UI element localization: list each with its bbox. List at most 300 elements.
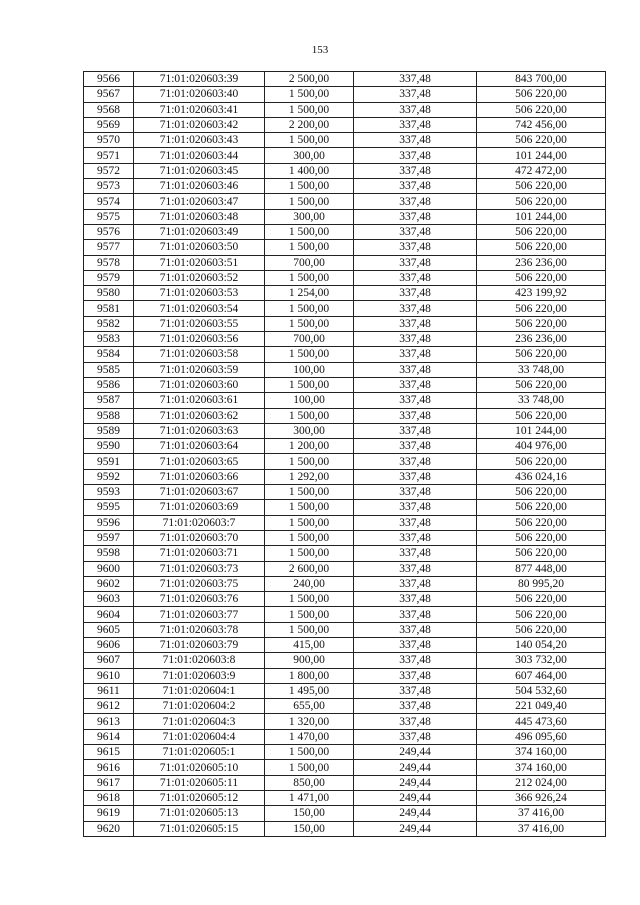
area-cell: 1 500,00 <box>265 240 354 255</box>
row-number-cell: 9573 <box>84 179 134 194</box>
rate-cell: 337,48 <box>354 576 477 591</box>
area-cell: 1 500,00 <box>265 87 354 102</box>
cadastral-number-cell: 71:01:020603:41 <box>134 102 265 117</box>
row-number-cell: 9617 <box>84 775 134 790</box>
table-row <box>84 194 606 209</box>
row-number-cell: 9619 <box>84 806 134 821</box>
table-row <box>84 637 606 652</box>
cadastral-number-cell: 71:01:020603:71 <box>134 546 265 561</box>
rate-cell: 337,48 <box>354 179 477 194</box>
table-row <box>84 209 606 224</box>
cadastral-number-cell: 71:01:020603:49 <box>134 224 265 239</box>
row-number-cell: 9604 <box>84 607 134 622</box>
rate-cell: 337,48 <box>354 454 477 469</box>
rate-cell: 337,48 <box>354 209 477 224</box>
row-number-cell: 9605 <box>84 622 134 637</box>
data-table <box>83 71 606 837</box>
row-number-cell: 9566 <box>84 72 134 87</box>
rate-cell: 337,48 <box>354 668 477 683</box>
rate-cell: 337,48 <box>354 148 477 163</box>
table-row <box>84 255 606 270</box>
row-number-cell: 9612 <box>84 699 134 714</box>
row-number-cell: 9570 <box>84 133 134 148</box>
cadastral-number-cell: 71:01:020603:65 <box>134 454 265 469</box>
value-cell: 506 220,00 <box>477 515 606 530</box>
value-cell: 506 220,00 <box>477 179 606 194</box>
table-row <box>84 515 606 530</box>
row-number-cell: 9577 <box>84 240 134 255</box>
table-row <box>84 408 606 423</box>
value-cell: 303 732,00 <box>477 653 606 668</box>
rate-cell: 337,48 <box>354 423 477 438</box>
area-cell: 1 500,00 <box>265 377 354 392</box>
table-row <box>84 393 606 408</box>
cadastral-number-cell: 71:01:020603:8 <box>134 653 265 668</box>
cadastral-number-cell: 71:01:020603:77 <box>134 607 265 622</box>
cadastral-number-cell: 71:01:020603:40 <box>134 87 265 102</box>
value-cell: 436 024,16 <box>477 469 606 484</box>
cadastral-number-cell: 71:01:020603:75 <box>134 576 265 591</box>
rate-cell: 337,48 <box>354 546 477 561</box>
table-row <box>84 561 606 576</box>
area-cell: 850,00 <box>265 775 354 790</box>
cadastral-number-cell: 71:01:020603:60 <box>134 377 265 392</box>
rate-cell: 337,48 <box>354 653 477 668</box>
row-number-cell: 9571 <box>84 148 134 163</box>
table-row <box>84 102 606 117</box>
cadastral-number-cell: 71:01:020603:62 <box>134 408 265 423</box>
row-number-cell: 9572 <box>84 163 134 178</box>
table-row <box>84 653 606 668</box>
table-row <box>84 500 606 515</box>
row-number-cell: 9616 <box>84 760 134 775</box>
table-row <box>84 347 606 362</box>
area-cell: 150,00 <box>265 806 354 821</box>
value-cell: 506 220,00 <box>477 87 606 102</box>
row-number-cell: 9576 <box>84 224 134 239</box>
row-number-cell: 9583 <box>84 332 134 347</box>
table-row <box>84 179 606 194</box>
area-cell: 1 500,00 <box>265 270 354 285</box>
value-cell: 404 976,00 <box>477 439 606 454</box>
rate-cell: 337,48 <box>354 439 477 454</box>
rate-cell: 249,44 <box>354 806 477 821</box>
rate-cell: 337,48 <box>354 133 477 148</box>
value-cell: 506 220,00 <box>477 102 606 117</box>
cadastral-number-cell: 71:01:020603:54 <box>134 301 265 316</box>
area-cell: 300,00 <box>265 209 354 224</box>
cadastral-number-cell: 71:01:020603:67 <box>134 485 265 500</box>
cadastral-number-cell: 71:01:020603:55 <box>134 316 265 331</box>
value-cell: 506 220,00 <box>477 500 606 515</box>
cadastral-number-cell: 71:01:020605:1 <box>134 745 265 760</box>
rate-cell: 337,48 <box>354 515 477 530</box>
cadastral-number-cell: 71:01:020603:73 <box>134 561 265 576</box>
row-number-cell: 9593 <box>84 485 134 500</box>
area-cell: 1 500,00 <box>265 500 354 515</box>
row-number-cell: 9579 <box>84 270 134 285</box>
value-cell: 33 748,00 <box>477 393 606 408</box>
value-cell: 496 095,60 <box>477 729 606 744</box>
cadastral-number-cell: 71:01:020603:44 <box>134 148 265 163</box>
cadastral-number-cell: 71:01:020605:10 <box>134 760 265 775</box>
row-number-cell: 9581 <box>84 301 134 316</box>
cadastral-number-cell: 71:01:020603:46 <box>134 179 265 194</box>
table-row <box>84 286 606 301</box>
table-row <box>84 821 606 836</box>
table-body <box>84 72 606 837</box>
rate-cell: 249,44 <box>354 821 477 836</box>
value-cell: 742 456,00 <box>477 117 606 132</box>
value-cell: 423 199,92 <box>477 286 606 301</box>
rate-cell: 337,48 <box>354 530 477 545</box>
rate-cell: 337,48 <box>354 194 477 209</box>
rate-cell: 337,48 <box>354 699 477 714</box>
table-row <box>84 683 606 698</box>
value-cell: 506 220,00 <box>477 270 606 285</box>
area-cell: 1 470,00 <box>265 729 354 744</box>
row-number-cell: 9596 <box>84 515 134 530</box>
area-cell: 1 500,00 <box>265 485 354 500</box>
cadastral-number-cell: 71:01:020603:61 <box>134 393 265 408</box>
table-row <box>84 224 606 239</box>
row-number-cell: 9589 <box>84 423 134 438</box>
cadastral-number-cell: 71:01:020603:56 <box>134 332 265 347</box>
cadastral-number-cell: 71:01:020603:69 <box>134 500 265 515</box>
cadastral-number-cell: 71:01:020603:70 <box>134 530 265 545</box>
cadastral-number-cell: 71:01:020603:39 <box>134 72 265 87</box>
value-cell: 506 220,00 <box>477 240 606 255</box>
area-cell: 1 200,00 <box>265 439 354 454</box>
value-cell: 101 244,00 <box>477 423 606 438</box>
value-cell: 506 220,00 <box>477 133 606 148</box>
table-row <box>84 699 606 714</box>
area-cell: 2 600,00 <box>265 561 354 576</box>
row-number-cell: 9607 <box>84 653 134 668</box>
table-row <box>84 607 606 622</box>
table-row <box>84 362 606 377</box>
area-cell: 1 292,00 <box>265 469 354 484</box>
table-row <box>84 760 606 775</box>
table-row <box>84 301 606 316</box>
cadastral-number-cell: 71:01:020605:11 <box>134 775 265 790</box>
rate-cell: 337,48 <box>354 270 477 285</box>
area-cell: 1 320,00 <box>265 714 354 729</box>
cadastral-number-cell: 71:01:020603:78 <box>134 622 265 637</box>
value-cell: 506 220,00 <box>477 530 606 545</box>
area-cell: 1 500,00 <box>265 745 354 760</box>
row-number-cell: 9568 <box>84 102 134 117</box>
value-cell: 506 220,00 <box>477 607 606 622</box>
row-number-cell: 9597 <box>84 530 134 545</box>
area-cell: 1 500,00 <box>265 546 354 561</box>
cadastral-number-cell: 71:01:020603:58 <box>134 347 265 362</box>
rate-cell: 337,48 <box>354 362 477 377</box>
row-number-cell: 9611 <box>84 683 134 698</box>
area-cell: 1 500,00 <box>265 408 354 423</box>
area-cell: 300,00 <box>265 423 354 438</box>
value-cell: 506 220,00 <box>477 347 606 362</box>
area-cell: 1 471,00 <box>265 790 354 805</box>
cadastral-number-cell: 71:01:020603:45 <box>134 163 265 178</box>
row-number-cell: 9575 <box>84 209 134 224</box>
rate-cell: 337,48 <box>354 607 477 622</box>
value-cell: 366 926,24 <box>477 790 606 805</box>
table-row <box>84 240 606 255</box>
area-cell: 1 495,00 <box>265 683 354 698</box>
rate-cell: 337,48 <box>354 117 477 132</box>
table-row <box>84 576 606 591</box>
value-cell: 221 049,40 <box>477 699 606 714</box>
cadastral-number-cell: 71:01:020603:47 <box>134 194 265 209</box>
rate-cell: 337,48 <box>354 561 477 576</box>
value-cell: 101 244,00 <box>477 209 606 224</box>
area-cell: 1 500,00 <box>265 515 354 530</box>
table-row <box>84 806 606 821</box>
row-number-cell: 9613 <box>84 714 134 729</box>
area-cell: 1 500,00 <box>265 301 354 316</box>
value-cell: 33 748,00 <box>477 362 606 377</box>
table-row <box>84 530 606 545</box>
area-cell: 700,00 <box>265 255 354 270</box>
value-cell: 236 236,00 <box>477 255 606 270</box>
row-number-cell: 9574 <box>84 194 134 209</box>
rate-cell: 249,44 <box>354 745 477 760</box>
value-cell: 506 220,00 <box>477 377 606 392</box>
row-number-cell: 9598 <box>84 546 134 561</box>
value-cell: 506 220,00 <box>477 316 606 331</box>
area-cell: 1 500,00 <box>265 760 354 775</box>
value-cell: 506 220,00 <box>477 592 606 607</box>
rate-cell: 249,44 <box>354 790 477 805</box>
value-cell: 506 220,00 <box>477 224 606 239</box>
row-number-cell: 9591 <box>84 454 134 469</box>
rate-cell: 337,48 <box>354 102 477 117</box>
value-cell: 843 700,00 <box>477 72 606 87</box>
table-row <box>84 469 606 484</box>
cadastral-number-cell: 71:01:020603:48 <box>134 209 265 224</box>
area-cell: 1 500,00 <box>265 179 354 194</box>
value-cell: 212 024,00 <box>477 775 606 790</box>
rate-cell: 337,48 <box>354 72 477 87</box>
cadastral-number-cell: 71:01:020605:12 <box>134 790 265 805</box>
row-number-cell: 9569 <box>84 117 134 132</box>
table-row <box>84 546 606 561</box>
value-cell: 472 472,00 <box>477 163 606 178</box>
area-cell: 1 254,00 <box>265 286 354 301</box>
row-number-cell: 9606 <box>84 637 134 652</box>
area-cell: 1 500,00 <box>265 592 354 607</box>
table-row <box>84 163 606 178</box>
cadastral-number-cell: 71:01:020603:66 <box>134 469 265 484</box>
row-number-cell: 9580 <box>84 286 134 301</box>
rate-cell: 337,48 <box>354 347 477 362</box>
value-cell: 506 220,00 <box>477 301 606 316</box>
row-number-cell: 9567 <box>84 87 134 102</box>
cadastral-number-cell: 71:01:020604:4 <box>134 729 265 744</box>
table-row <box>84 332 606 347</box>
value-cell: 504 532,60 <box>477 683 606 698</box>
table-row <box>84 148 606 163</box>
area-cell: 1 500,00 <box>265 622 354 637</box>
row-number-cell: 9592 <box>84 469 134 484</box>
cadastral-number-cell: 71:01:020603:43 <box>134 133 265 148</box>
rate-cell: 337,48 <box>354 500 477 515</box>
cadastral-number-cell: 71:01:020603:59 <box>134 362 265 377</box>
area-cell: 1 800,00 <box>265 668 354 683</box>
rate-cell: 337,48 <box>354 637 477 652</box>
value-cell: 607 464,00 <box>477 668 606 683</box>
area-cell: 1 400,00 <box>265 163 354 178</box>
area-cell: 2 200,00 <box>265 117 354 132</box>
area-cell: 1 500,00 <box>265 607 354 622</box>
rate-cell: 337,48 <box>354 316 477 331</box>
area-cell: 900,00 <box>265 653 354 668</box>
table-row <box>84 775 606 790</box>
rate-cell: 337,48 <box>354 683 477 698</box>
row-number-cell: 9603 <box>84 592 134 607</box>
cadastral-number-cell: 71:01:020603:79 <box>134 637 265 652</box>
row-number-cell: 9588 <box>84 408 134 423</box>
value-cell: 101 244,00 <box>477 148 606 163</box>
rate-cell: 337,48 <box>354 622 477 637</box>
cadastral-number-cell: 71:01:020603:63 <box>134 423 265 438</box>
row-number-cell: 9618 <box>84 790 134 805</box>
area-cell: 150,00 <box>265 821 354 836</box>
value-cell: 506 220,00 <box>477 194 606 209</box>
table-row <box>84 117 606 132</box>
rate-cell: 337,48 <box>354 408 477 423</box>
area-cell: 100,00 <box>265 362 354 377</box>
row-number-cell: 9586 <box>84 377 134 392</box>
cadastral-number-cell: 71:01:020603:42 <box>134 117 265 132</box>
rate-cell: 337,48 <box>354 393 477 408</box>
table-row <box>84 668 606 683</box>
row-number-cell: 9590 <box>84 439 134 454</box>
rate-cell: 249,44 <box>354 775 477 790</box>
rate-cell: 337,48 <box>354 332 477 347</box>
row-number-cell: 9602 <box>84 576 134 591</box>
table-row <box>84 485 606 500</box>
table-row <box>84 423 606 438</box>
rate-cell: 337,48 <box>354 729 477 744</box>
area-cell: 1 500,00 <box>265 316 354 331</box>
cadastral-number-cell: 71:01:020603:9 <box>134 668 265 683</box>
row-number-cell: 9614 <box>84 729 134 744</box>
row-number-cell: 9585 <box>84 362 134 377</box>
rate-cell: 337,48 <box>354 240 477 255</box>
row-number-cell: 9620 <box>84 821 134 836</box>
cadastral-number-cell: 71:01:020605:13 <box>134 806 265 821</box>
cadastral-number-cell: 71:01:020604:2 <box>134 699 265 714</box>
table-row <box>84 270 606 285</box>
table-row <box>84 316 606 331</box>
value-cell: 506 220,00 <box>477 622 606 637</box>
area-cell: 1 500,00 <box>265 224 354 239</box>
rate-cell: 337,48 <box>354 469 477 484</box>
rate-cell: 337,48 <box>354 286 477 301</box>
row-number-cell: 9587 <box>84 393 134 408</box>
row-number-cell: 9600 <box>84 561 134 576</box>
area-cell: 1 500,00 <box>265 347 354 362</box>
value-cell: 236 236,00 <box>477 332 606 347</box>
page-number: 153 <box>311 44 329 56</box>
table-row <box>84 133 606 148</box>
area-cell: 2 500,00 <box>265 72 354 87</box>
area-cell: 240,00 <box>265 576 354 591</box>
cadastral-number-cell: 71:01:020603:76 <box>134 592 265 607</box>
table-row <box>84 87 606 102</box>
cadastral-number-cell: 71:01:020604:1 <box>134 683 265 698</box>
area-cell: 1 500,00 <box>265 530 354 545</box>
value-cell: 506 220,00 <box>477 485 606 500</box>
table-row <box>84 622 606 637</box>
rate-cell: 337,48 <box>354 377 477 392</box>
value-cell: 506 220,00 <box>477 454 606 469</box>
rate-cell: 337,48 <box>354 87 477 102</box>
row-number-cell: 9582 <box>84 316 134 331</box>
table-row <box>84 72 606 87</box>
row-number-cell: 9610 <box>84 668 134 683</box>
area-cell: 415,00 <box>265 637 354 652</box>
table-row <box>84 454 606 469</box>
value-cell: 374 160,00 <box>477 760 606 775</box>
cadastral-number-cell: 71:01:020603:64 <box>134 439 265 454</box>
rate-cell: 337,48 <box>354 163 477 178</box>
rate-cell: 337,48 <box>354 224 477 239</box>
value-cell: 374 160,00 <box>477 745 606 760</box>
row-number-cell: 9595 <box>84 500 134 515</box>
table-row <box>84 377 606 392</box>
area-cell: 1 500,00 <box>265 102 354 117</box>
table-row <box>84 745 606 760</box>
cadastral-number-cell: 71:01:020604:3 <box>134 714 265 729</box>
table-row <box>84 790 606 805</box>
area-cell: 1 500,00 <box>265 133 354 148</box>
area-cell: 1 500,00 <box>265 194 354 209</box>
cadastral-number-cell: 71:01:020603:52 <box>134 270 265 285</box>
rate-cell: 249,44 <box>354 760 477 775</box>
value-cell: 445 473,60 <box>477 714 606 729</box>
row-number-cell: 9584 <box>84 347 134 362</box>
cadastral-number-cell: 71:01:020603:50 <box>134 240 265 255</box>
value-cell: 506 220,00 <box>477 408 606 423</box>
area-cell: 300,00 <box>265 148 354 163</box>
rate-cell: 337,48 <box>354 485 477 500</box>
table-row <box>84 714 606 729</box>
rate-cell: 337,48 <box>354 301 477 316</box>
cadastral-number-cell: 71:01:020605:15 <box>134 821 265 836</box>
cadastral-number-cell: 71:01:020603:53 <box>134 286 265 301</box>
value-cell: 80 995,20 <box>477 576 606 591</box>
value-cell: 506 220,00 <box>477 546 606 561</box>
table-row <box>84 592 606 607</box>
value-cell: 140 054,20 <box>477 637 606 652</box>
value-cell: 37 416,00 <box>477 806 606 821</box>
rate-cell: 337,48 <box>354 255 477 270</box>
area-cell: 100,00 <box>265 393 354 408</box>
area-cell: 655,00 <box>265 699 354 714</box>
row-number-cell: 9578 <box>84 255 134 270</box>
rate-cell: 337,48 <box>354 714 477 729</box>
area-cell: 700,00 <box>265 332 354 347</box>
value-cell: 37 416,00 <box>477 821 606 836</box>
cadastral-number-cell: 71:01:020603:7 <box>134 515 265 530</box>
cadastral-number-cell: 71:01:020603:51 <box>134 255 265 270</box>
row-number-cell: 9615 <box>84 745 134 760</box>
value-cell: 877 448,00 <box>477 561 606 576</box>
rate-cell: 337,48 <box>354 592 477 607</box>
